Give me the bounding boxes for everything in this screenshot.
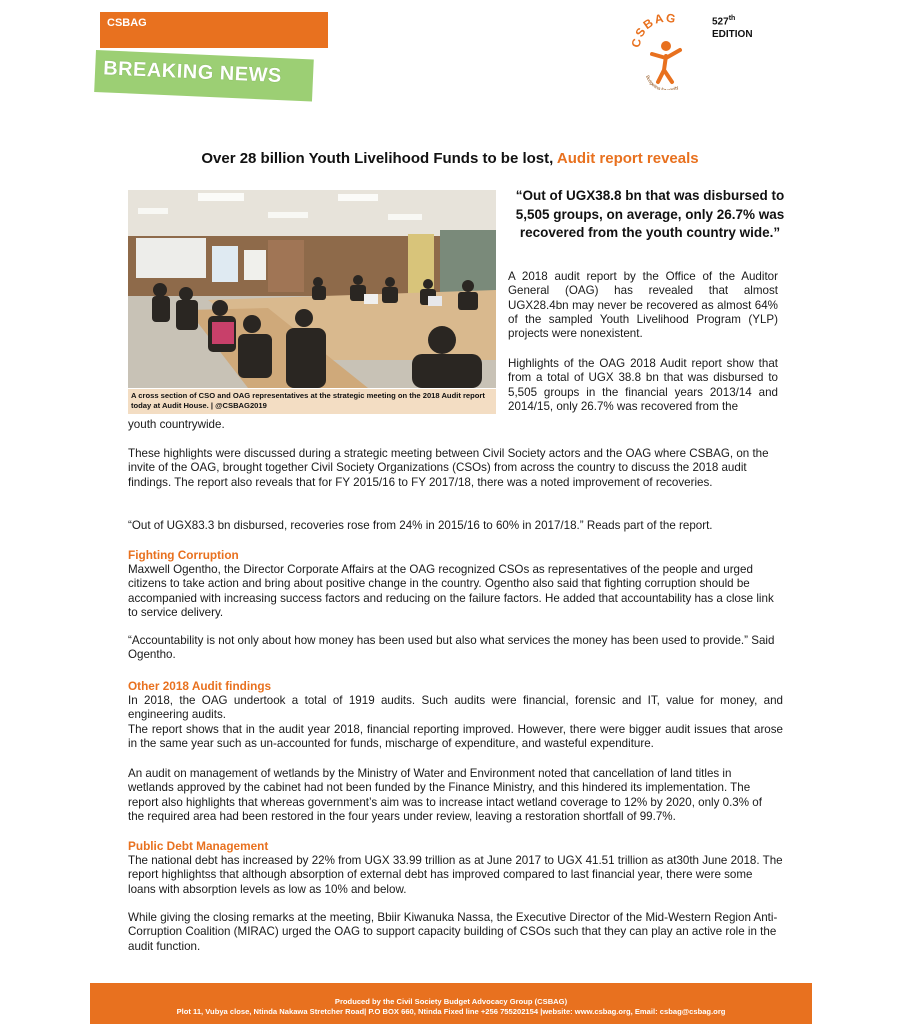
headline-accent: Audit report reveals — [556, 150, 699, 167]
wetlands-paragraph: An audit on management of wetlands by the Ministry of Water and Environment noted that cancellation of land titles in wetlands approved by the cabinet had not been funded by the Finance Ministry, and this hindered its implementation. The report also highlights that whereas government’s aim was to increase intact wetland coverage to 12% by 2020, only 0.3% of the required area had been restored in the four years under review, leaving a restoration shortfall of 99.7%. — [128, 767, 762, 823]
quote-paragraph: “Out of UGX83.3 bn disbursed, recoveries rose from 24% in 2015/16 to 60% in 2017/18.” Reads part of the report. — [128, 519, 713, 532]
intro-paragraph: A 2018 audit report by the Office of the Auditor General (OAG) has revealed that almost UGX28.4bn may never be recovered as almost 64% of the sampled Youth Livelihood Program (YLP) projects were nonexistent. — [508, 270, 778, 341]
footer-producer: Produced by the Civil Society Budget Advocacy Group (CSBAG) — [334, 997, 568, 1006]
photo-caption: A cross section of CSO and OAG representatives at the strategic meeting on the 2018 Audit report today at Audit House. | @CSBAG2019 — [128, 389, 496, 414]
csbag-logo — [630, 10, 700, 90]
highlights-continued: youth countrywide. — [128, 418, 225, 431]
headline — [0, 150, 900, 167]
ogentho-quote-paragraph: “Accountability is not only about how money has been used but also what services the money has been used to provide.” Said Ogentho. — [128, 634, 775, 662]
breaking-news-text: BREAKING NEWS — [102, 57, 283, 88]
logo-text: CSBAG — [630, 10, 679, 49]
fighting-corruption-paragraph: Maxwell Ogentho, the Director Corporate Affairs at the OAG recognized CSOs as representatives of the people and urged citizens to take action and bring about positive change in the country. Ogentho also said that fighting corruption should be accompanied with increasing success factors and reducing on the failure factors. He added that accountability has a close link to service delivery. — [128, 563, 774, 619]
public-debt-paragraph: The national debt has increased by 22% from UGX 33.99 trillion as at June 2017 to UGX 41.51 trillion as at30th June 2018. The report highlightss that although absorption of external debt has improved compared to last financial year, there were some loans with absorption levels as low as 10% and below. — [128, 854, 783, 896]
edition-label — [712, 12, 753, 41]
meeting-photo — [128, 190, 496, 388]
audit-findings-paragraph-2: The report shows that in the audit year 2018, financial reporting improved. However, there were bigger audit issues that arose in the same year such as un-accounted for funds, mischarge of expenditure, and wasteful expenditure. — [128, 723, 783, 751]
edition-suffix: th — [728, 15, 736, 22]
section-heading-public-debt: Public Debt Management — [128, 839, 269, 853]
highlights-paragraph: Highlights of the OAG 2018 Audit report show that from a total of UGX 38.8 bn that was disbursed to 5,505 groups in the financial years 2013/14 and 2014/15, only 26.7% was recovered from the — [508, 357, 778, 413]
headline-main: Over 28 billion Youth Livelihood Funds to be lost, — [201, 150, 557, 167]
section-heading-audit-findings: Other 2018 Audit findings — [128, 679, 272, 693]
footer-contact: Plot 11, Vubya close, Ntinda Nakawa Stretcher Road| P.O BOX 660, Ntinda Fixed line +256 755202154 |website: www.csbag.org, Email: csbag@csbag.org — [176, 1007, 726, 1016]
brand-bar — [100, 12, 328, 48]
brand-label: CSBAG — [107, 17, 147, 29]
audit-findings-paragraph-1: In 2018, the OAG undertook a total of 1919 audits. Such audits were financial, forensic and IT, value for money, and engineering audits. — [128, 694, 783, 722]
logo-tagline: Budgeting for equity — [645, 74, 680, 90]
closing-remarks-paragraph: While giving the closing remarks at the meeting, Bbiir Kiwanuka Nassa, the Executive Director of the Mid-Western Region Anti-Corruption Coalition (MIRAC) urged the OAG to support capacity building of CSOs such that they can play an active role in the audit function. — [128, 911, 778, 951]
discussion-paragraph: These highlights were discussed during a strategic meeting between Civil Society actors and the OAG where CSBAG, on the invite of the OAG, brought together Civil Society Organizations (CSOs) from across the country to discuss the 2018 audit findings. The report also reveals that for FY 2015/16 to FY 2017/18, there was a noted improvement of recoveries. — [128, 447, 769, 489]
svg-text:CSBAG — [630, 11, 678, 49]
footer — [90, 983, 812, 1024]
breaking-news-banner — [94, 50, 314, 101]
section-heading-fighting-corruption: Fighting Corruption — [128, 548, 239, 562]
edition-number: 527 — [712, 16, 729, 28]
pull-quote: “Out of UGX38.8 bn that was disbursed to 5,505 groups, on average, only 26.7% was recovered from the youth country wide.” — [515, 188, 785, 240]
edition-word: EDITION — [712, 29, 753, 41]
